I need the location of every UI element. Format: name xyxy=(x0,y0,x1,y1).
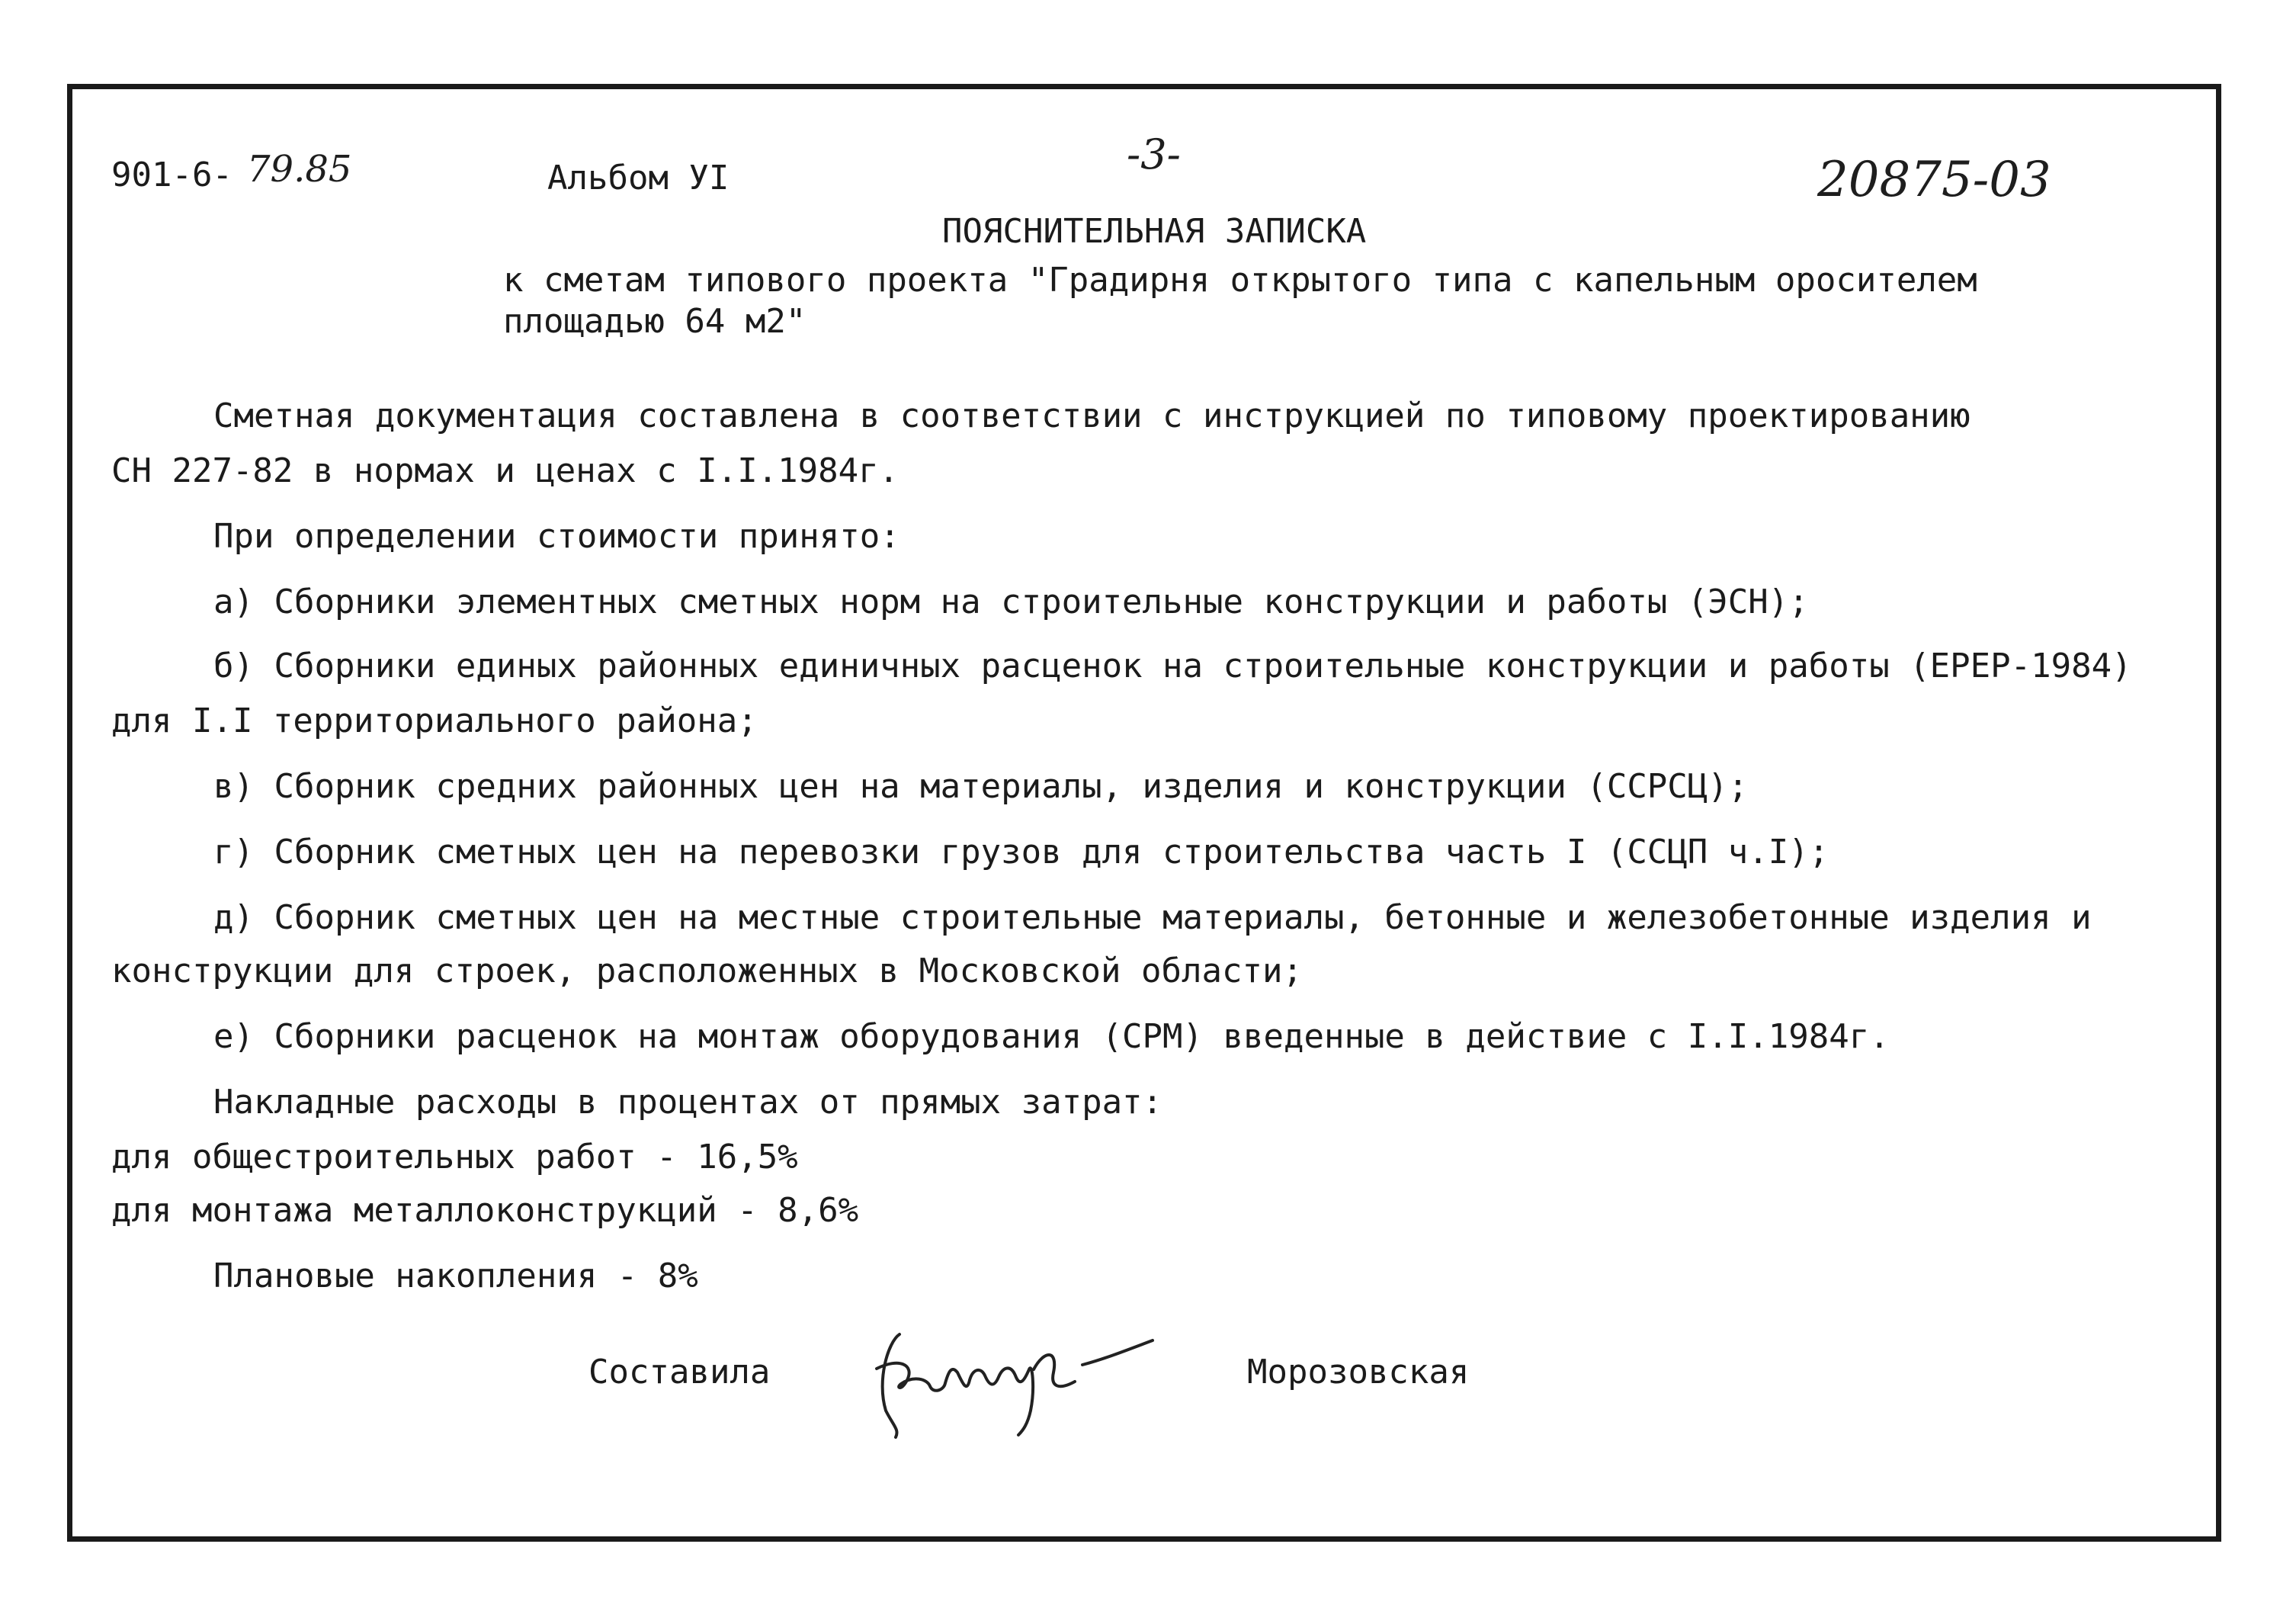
overhead-general: для общестроительных работ - 16,5% xyxy=(111,1138,798,1176)
subtitle-line-2: площадью 64 м2" xyxy=(503,302,806,341)
handwritten-signature xyxy=(854,1296,1189,1449)
list-item-g: г) Сборник сметных цен на перевозки грузов для строительства часть I (ССЦП ч.I); xyxy=(213,833,1829,871)
list-item-e: е) Сборники расценок на монтаж оборудования (СРМ) введенные в действие с I.I.1984г. xyxy=(213,1017,1890,1056)
list-item-v: в) Сборник средних районных цен на материалы, изделия и конструкции (ССРСЦ); xyxy=(213,767,1749,806)
overhead-heading: Накладные расходы в процентах от прямых затрат: xyxy=(213,1083,1163,1122)
signatory-name: Морозовская xyxy=(1247,1353,1470,1391)
paragraph-line: Сметная документация составлена в соответствии с инструкцией по типовому проектированию xyxy=(213,396,1971,435)
series-code: 901-6- xyxy=(111,156,232,194)
page-number: -3- xyxy=(1127,130,1181,178)
document-number: 20875-03 xyxy=(1817,152,2051,208)
signature-label: Составила xyxy=(588,1353,771,1391)
list-item-d: д) Сборник сметных цен на местные строительные материалы, бетонные и железобетонные изделия и xyxy=(213,898,2092,937)
subtitle-line-1: к сметам типового проекта "Градирня открытого типа с капельным оросителем xyxy=(503,261,1977,300)
page-title: ПОЯСНИТЕЛЬНАЯ ЗАПИСКА xyxy=(942,212,1367,251)
list-item-d-cont: конструкции для строек, расположенных в Московской области; xyxy=(111,952,1303,990)
paragraph-line: При определении стоимости принято: xyxy=(213,517,900,556)
overhead-metal: для монтажа металлоконструкций - 8,6% xyxy=(111,1191,859,1230)
series-code-handwritten: 79.85 xyxy=(247,148,352,191)
list-item-a: а) Сборники элементных сметных норм на строительные конструкции и работы (ЭСН); xyxy=(213,583,1809,621)
album-label: Альбом УI xyxy=(547,159,730,197)
list-item-b-cont: для I.I территориального района; xyxy=(111,701,758,740)
planned-savings: Плановые накопления - 8% xyxy=(213,1257,698,1295)
list-item-b: б) Сборники единых районных единичных расценок на строительные конструкции и работы (ЕРЕР-1984) xyxy=(213,647,2132,685)
paragraph-line: СН 227-82 в нормах и ценах с I.I.1984г. xyxy=(111,451,899,490)
